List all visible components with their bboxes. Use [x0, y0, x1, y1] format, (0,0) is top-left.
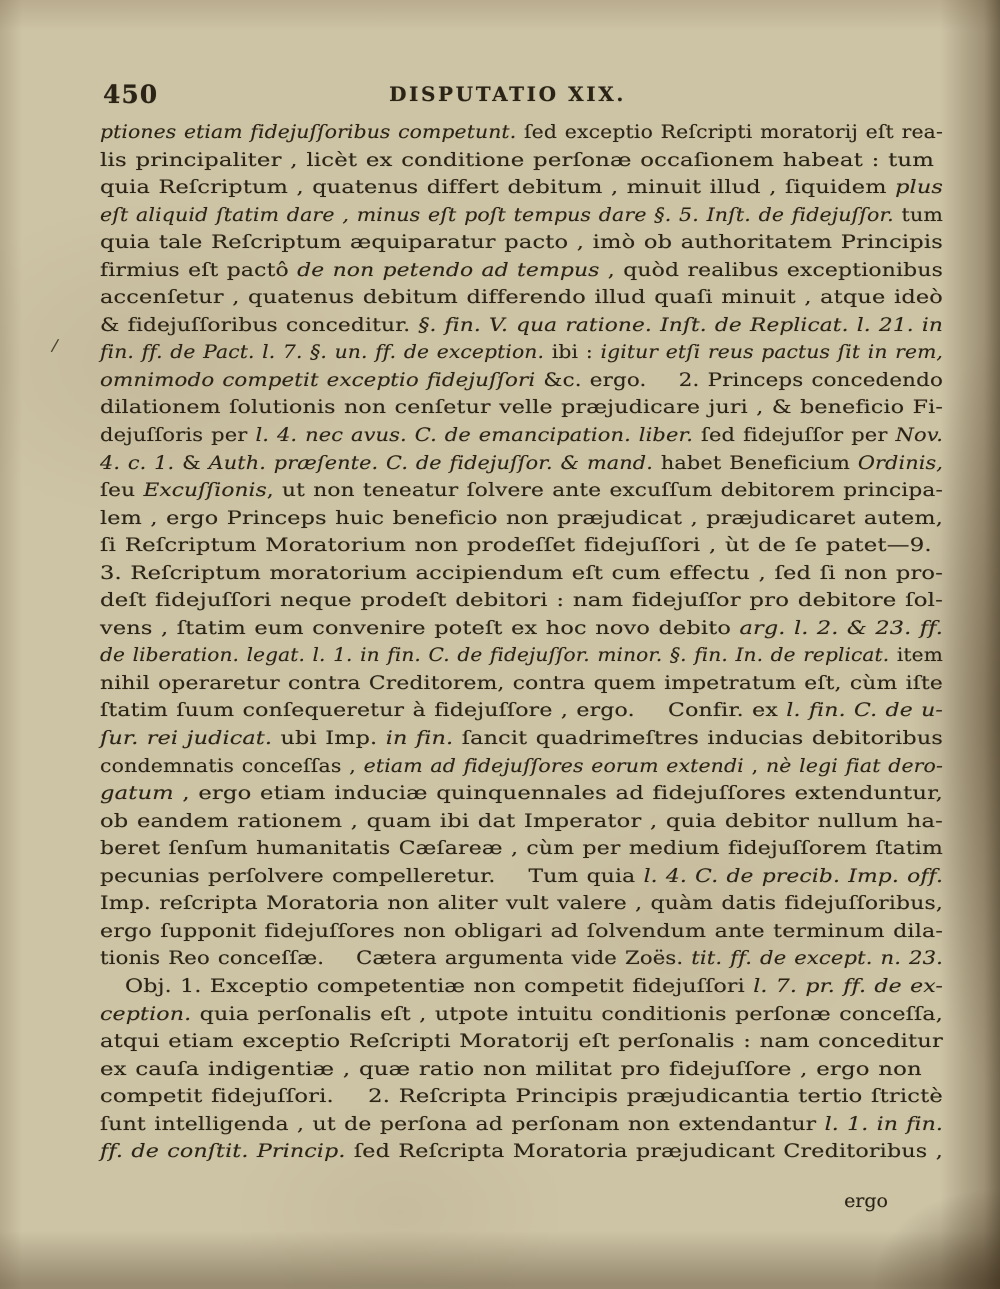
text-line — [100, 507, 943, 535]
text-line — [100, 727, 943, 755]
text-line-content: ſur. rei judicat. ubi Imp. in fin. ſancit quadrimeſtres inducias debitoribus — [100, 727, 943, 750]
text-line — [100, 176, 943, 204]
text-line-content: competit fidejuſſori. 2. Reſcripta Principis præjudicantia tertio ſtrictè — [100, 1085, 943, 1108]
text-line — [100, 617, 943, 645]
text-line-content: vens , ſtatim eum convenire poteſt ex hoc novo debito arg. l. 2. & 23. ff. — [100, 616, 943, 639]
body-text — [100, 121, 943, 1168]
running-title: DISPUTATIO XIX. — [389, 82, 626, 106]
text-line-content: ſi Reſcriptum Moratorium non prodeſſet fidejuſſori , ùt de ſe patet—9. — [100, 534, 932, 557]
text-line — [100, 369, 943, 397]
text-line-content: condemnatis conceſſas , etiam ad fidejuſſores eorum extendi , nè legi fiat dero- — [100, 754, 944, 777]
text-line-content: & fidejuſſoribus conceditur. §. fin. V. qua ratione. Inſt. de Replicat. l. 21. in — [100, 313, 943, 336]
page-number: 450 — [103, 80, 159, 109]
text-line-content: tionis Reo conceſſæ. Cætera argumenta vide Zoës. tit. ff. de except. n. 23. — [100, 947, 943, 970]
text-line-content: quia Reſcriptum , quatenus differt debitum , minuit illud , ſiquidem plus — [100, 176, 943, 199]
text-line — [100, 920, 943, 948]
text-line — [100, 286, 943, 314]
text-line-content: quia tale Reſcriptum æquiparatur pacto , imò ob authoritatem Principis — [100, 231, 943, 254]
text-line — [100, 755, 943, 783]
text-line — [100, 1085, 943, 1113]
text-line — [100, 121, 943, 149]
text-line-content: Imp. reſcripta Moratoria non aliter vult valere , quàm datis fidejuſſoribus, — [100, 892, 943, 915]
text-line-content: lis principaliter , licèt ex conditione perſonæ occaſionem habeat : tum — [100, 148, 935, 171]
page-header — [100, 76, 945, 110]
text-line — [100, 699, 943, 727]
text-line — [100, 562, 943, 590]
text-line — [100, 1058, 943, 1086]
text-line — [100, 672, 943, 700]
text-line — [100, 947, 943, 975]
text-line-content: ff. de conſtit. Princip. ſed Reſcripta Moratoria præjudicant Creditoribus , — [100, 1140, 943, 1163]
text-line — [100, 810, 943, 838]
text-line — [100, 424, 943, 452]
text-line — [100, 534, 943, 562]
text-line-content: gatum , ergo etiam induciæ quinquennales ad fidejuſſores extenduntur, — [100, 782, 943, 805]
text-line — [100, 231, 943, 259]
text-line — [100, 1113, 943, 1141]
text-line-content: ptiones etiam fidejuſſoribus competunt. ſed exceptio Reſcripti moratorij eſt rea- — [100, 121, 944, 143]
text-line — [100, 975, 943, 1003]
text-line-content: Obj. 1. Exceptio competentiæ non competit fidejuſſori l. 7. pr. ff. de ex- — [100, 974, 943, 997]
text-line-content: ception. quia perſonalis eſt , utpote intuitu conditionis perſonæ conceſſa, — [100, 1002, 944, 1025]
text-line-content: ergo ſupponit fidejuſſores non obligari ad ſolvendum ante terminum dila- — [100, 919, 943, 942]
text-line-content: dilationem ſolutionis non cenſetur velle præjudicare juri , & beneficio Fi- — [100, 396, 943, 419]
catchword: ergo — [844, 1190, 888, 1212]
text-line — [100, 396, 943, 424]
text-line — [100, 314, 943, 342]
text-line — [100, 259, 943, 287]
text-line-content: beret ſenſum humanitatis Cæſareæ , cùm per medium fidejuſſorem ſtatim — [100, 837, 943, 860]
text-line — [100, 479, 943, 507]
text-line-content: de liberation. legat. l. 1. in fin. C. de fidejuſſor. minor. §. fin. In. de replicat. item — [100, 644, 943, 667]
text-line — [100, 644, 943, 672]
text-line — [100, 892, 943, 920]
text-line-content: eſt aliquid ſtatim dare , minus eſt poſt tempus dare §. 5. Inſt. de fidejuſſor. tum — [100, 203, 943, 226]
text-line-content: 3. Reſcriptum moratorium accipiendum eſt cum effectu , ſed ſi non pro- — [100, 561, 943, 584]
text-line-content: deſt fidejuſſori neque prodeſt debitori : nam fidejuſſor pro debitore ſol- — [100, 589, 943, 612]
text-line — [100, 1030, 943, 1058]
text-line-content: nihil operaretur contra Creditorem, contra quem impetratum eſt, cùm iſte — [100, 671, 943, 694]
text-line — [100, 341, 943, 369]
text-line-content: fin. ff. de Pact. l. 7. §. un. ff. de exception. ibi : igitur etſi reus pactus ſit in rem, — [100, 341, 943, 364]
text-line-content: atqui etiam exceptio Reſcripti Moratorij eſt perſonalis : nam conceditur — [100, 1030, 943, 1053]
margin-mark: / — [49, 335, 60, 357]
text-line — [100, 1140, 943, 1168]
text-line-content: omnimodo competit exceptio fidejuſſori &c. ergo. 2. Princeps concedendo — [100, 368, 943, 391]
text-line — [100, 204, 943, 232]
text-line-content: accenſetur , quatenus debitum differendo illud quaſi minuit , atque ideò — [100, 286, 943, 309]
text-line-content: firmius eſt pactô de non petendo ad tempus , quòd realibus exceptionibus — [100, 258, 943, 281]
text-line — [100, 1003, 943, 1031]
text-line-content: ob eandem rationem , quam ibi dat Imperator , quia debitor nullum ha- — [100, 809, 944, 832]
text-line-content: dejuſſoris per l. 4. nec avus. C. de emancipation. liber. ſed fidejuſſor per Nov. — [100, 424, 943, 447]
text-line-content: ſunt intelligenda , ut de perſona ad perſonam non extendantur l. 1. in fin. — [100, 1112, 944, 1135]
text-line-content: pecunias perſolvere compelleretur. Tum quia l. 4. C. de precib. Imp. off. — [100, 864, 943, 887]
text-line-content: ſtatim ſuum conſequeretur à fidejuſſore , ergo. Confir. ex l. fin. C. de u- — [100, 699, 943, 722]
text-line-content: ſeu Excuſſionis, ut non teneatur ſolvere ante excuſſum debitorem principa- — [100, 479, 943, 502]
text-line-content: ex cauſa indigentiæ , quæ ratio non militat pro fidejuſſore , ergo non — [100, 1057, 922, 1080]
text-line-content: lem , ergo Princeps huic beneficio non præjudicat , præjudicaret autem, — [100, 506, 943, 529]
text-line — [100, 782, 943, 810]
text-line-content: 4. c. 1. & Auth. præſente. C. de fidejuſſor. & mand. habet Beneficium Ordinis, — [100, 451, 943, 474]
text-line — [100, 589, 943, 617]
text-line — [100, 865, 943, 893]
text-line — [100, 452, 943, 480]
text-line — [100, 837, 943, 865]
text-line — [100, 149, 943, 177]
